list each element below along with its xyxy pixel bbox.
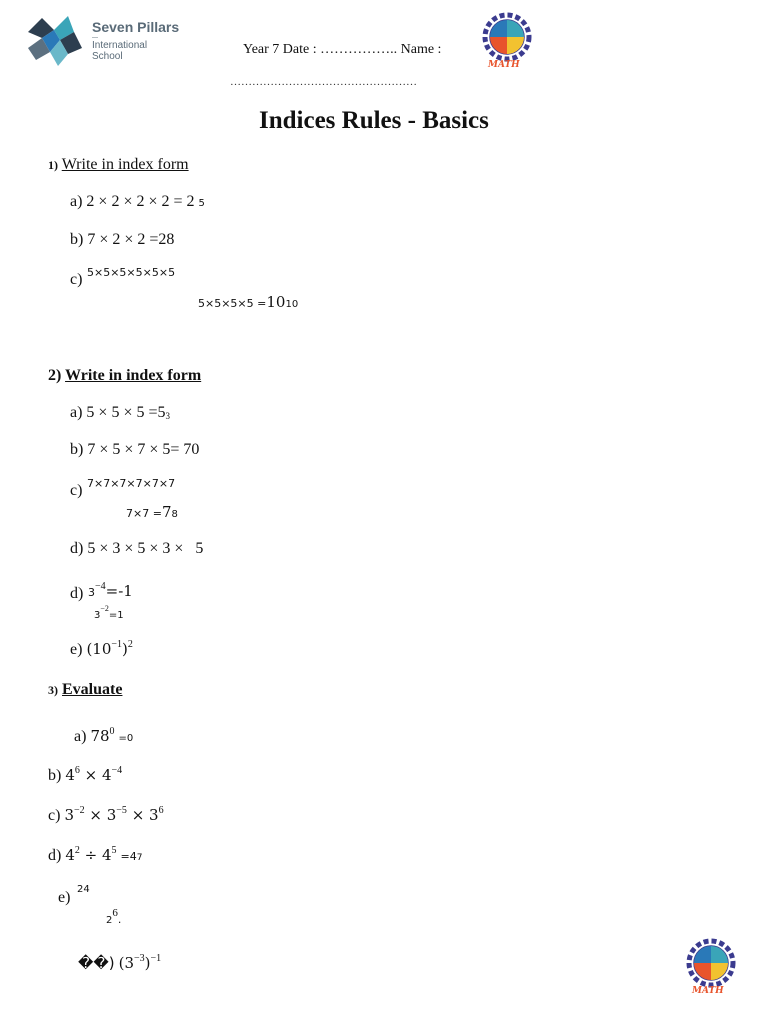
q3d-base2: 4 (101, 846, 112, 864)
q3f-label: ��) (78, 954, 115, 972)
q3d-exp1: 2 (74, 845, 80, 856)
q3d-answer-sub: 7 (136, 853, 143, 863)
q2e-close: ) (122, 640, 128, 658)
q3b-exp1: 6 (74, 765, 80, 776)
q2e-outer-exp: 2 (127, 639, 133, 650)
year-date-name-line: Year 7 Date : …………….. Name : (243, 42, 442, 57)
q1-number: 1) (48, 158, 58, 172)
q3c-base3: 3 (149, 806, 159, 824)
q2d2-num-exp: −4 (95, 581, 106, 592)
q1-heading (48, 156, 189, 174)
math-badge-top (480, 12, 534, 72)
q1c-label: c) (70, 271, 83, 288)
q2e-inner-exp: −1 (111, 639, 123, 650)
school-name-line1: Seven Pillars (92, 19, 180, 35)
q3d-base1: 4 (65, 846, 75, 864)
q2e-label: e) (70, 641, 83, 658)
school-name-line2: International (92, 40, 148, 51)
q2-heading-text: Write in index form (65, 367, 202, 384)
q3f-inner-exp: −3 (134, 953, 145, 964)
q3c-op1: × (84, 806, 107, 824)
q2d: d) 5 × 3 × 5 × 3 × 5 (70, 540, 204, 557)
q3b-exp2: −4 (111, 765, 123, 776)
q2d2-den-eq: =1 (108, 610, 124, 621)
q2e (70, 640, 133, 659)
q3d-answer: =4 (120, 850, 137, 863)
q3d-exp2: 5 (111, 845, 117, 856)
math-badge-label-bottom: MATH (692, 986, 724, 996)
pillars-logo-icon (24, 12, 86, 68)
q3d-op: ÷ (79, 846, 102, 864)
q3c-base1: 3 (64, 806, 74, 824)
q3b-op: × (79, 766, 102, 784)
q3c-exp3: 6 (158, 805, 164, 816)
q1b: b) 7 × 2 × 2 =28 (70, 231, 175, 248)
q2d2-den-exp: −2 (100, 604, 109, 613)
q3c-exp1: −2 (73, 805, 85, 816)
q3d (48, 846, 142, 865)
q3c-op2: × (126, 806, 150, 824)
q2c-answer-base: 7 (161, 503, 172, 521)
q3a-base: 78 (90, 727, 110, 745)
q2d2-eq: =-1 (105, 582, 133, 600)
q3c-base2: 3 (106, 806, 117, 824)
q3f-outer-exp: −1 (150, 953, 162, 964)
q3d-label: d) (48, 847, 62, 864)
q2a (70, 404, 170, 422)
q2c-answer-sub: 8 (171, 509, 178, 520)
q1c-answer-base: 10 (266, 293, 286, 311)
q3e-den-base: 2 (106, 915, 113, 926)
math-badge-bottom (684, 938, 738, 998)
q3a-label: a) (74, 728, 87, 745)
math-gear-icon-bottom (684, 938, 738, 988)
q2-heading (48, 367, 201, 385)
q2d2-numerator (88, 582, 133, 601)
q2d2-den-base: 3 (94, 610, 101, 621)
q3f-base: (3 (118, 954, 135, 972)
math-badge-label: MATH (488, 60, 520, 70)
page-title: Indices Rules - Basics (259, 107, 489, 134)
q3c (48, 806, 164, 825)
school-logo (24, 12, 184, 68)
q2d2-num-base: 3 (88, 586, 95, 599)
school-name-small: — (92, 35, 98, 41)
q3c-exp2: −5 (116, 805, 127, 816)
q3e-label: e) (58, 889, 71, 906)
q3b-base2: 4 (101, 766, 112, 784)
q2b: b) 7 × 5 × 7 × 5= 70 (70, 441, 200, 458)
q3c-label: c) (48, 807, 61, 824)
q3e-den-exp: 6 (112, 907, 118, 919)
q1a (70, 193, 205, 211)
q2a-answer: 3 (165, 411, 170, 421)
q2d2-label: d) (70, 585, 84, 602)
name-dotted-line: …………………………………………… (230, 76, 417, 88)
q1a-text: a) 2 × 2 × 2 × 2 = 2 (70, 193, 195, 210)
q3e-num: 24 (77, 884, 90, 895)
q2c-label: c) (70, 482, 83, 499)
q1-heading-text: Write in index form (61, 156, 189, 173)
q1a-answer: 5 (198, 198, 205, 209)
q3a-answer: =0 (118, 733, 134, 744)
q1c-answer-sub: 10 (285, 299, 299, 310)
q3b (48, 766, 122, 785)
q3e-den (106, 907, 122, 928)
q2c-bottom (126, 503, 178, 522)
q1c-expr-bottom: 5×5×5×5 = (198, 297, 267, 310)
q2c-expr-bottom: 7×7 = (126, 507, 162, 520)
q2c-expr-top: 7×7×7×7×7×7 (87, 477, 176, 490)
q3b-base1: 4 (65, 766, 75, 784)
q3f (78, 954, 161, 973)
q2a-text: a) 5 × 5 × 5 =5 (70, 404, 166, 421)
q3-heading (48, 681, 122, 699)
q3f-close: ) (144, 954, 151, 972)
q3e-dot: . (117, 913, 122, 926)
q3-heading-text: Evaluate (62, 681, 123, 698)
q3a (74, 727, 133, 746)
math-gear-icon (480, 12, 534, 62)
school-name-line3: School (92, 51, 123, 62)
q2d2-denominator (94, 605, 124, 623)
q2-number: 2) (48, 367, 62, 384)
q3b-label: b) (48, 767, 62, 784)
q3a-exp: 0 (109, 726, 115, 737)
q1c-bottom (198, 293, 298, 312)
q3-number: 3) (48, 683, 58, 697)
q1c-expr-top: 5×5×5×5×5×5 (87, 266, 176, 279)
q2e-base: (10 (86, 640, 112, 658)
